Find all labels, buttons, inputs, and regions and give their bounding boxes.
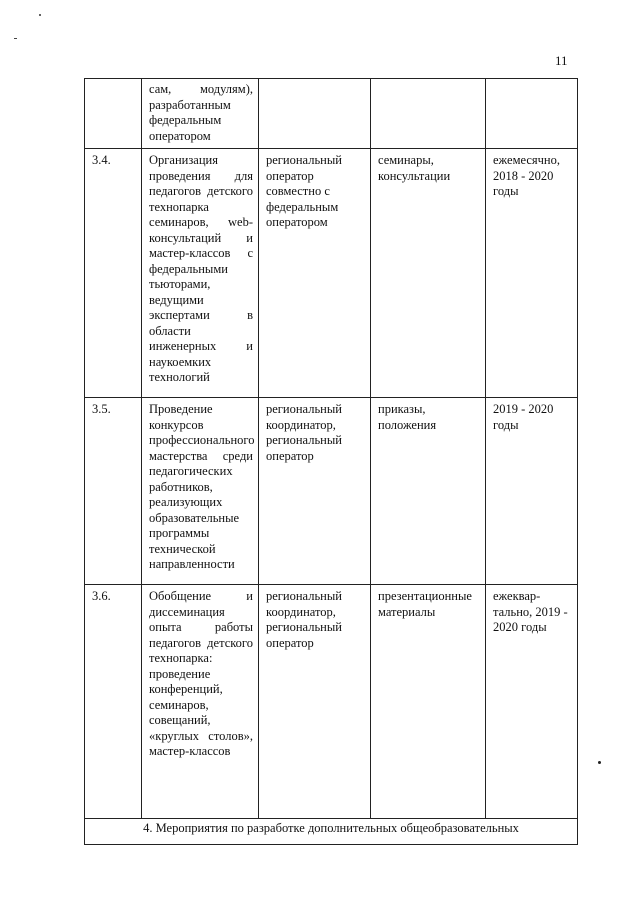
term-cell: 2019 - 2020 годы (486, 398, 578, 585)
table-row (85, 398, 578, 585)
term-cell (486, 79, 578, 149)
scan-speck (598, 761, 601, 764)
responsible-cell (259, 79, 371, 149)
row-number: 3.6. (85, 585, 142, 819)
section-heading: 4. Мероприятия по разработке дополнительных общеобразовательных (85, 819, 578, 845)
section-heading-row (85, 819, 578, 845)
responsible-cell: региональный координатор, региональный оператор (259, 585, 371, 819)
scan-speck (14, 38, 17, 39)
row-number (85, 79, 142, 149)
table-row (85, 585, 578, 819)
row-number: 3.5. (85, 398, 142, 585)
page-number: 11 (555, 53, 568, 68)
form-cell: приказы, положения (371, 398, 486, 585)
activity-cell: Обобщение и диссеминация опыта работы педагогов детского технопарка: проведение конференций, семинаров, совещаний, «круглых столов», мастер-классов (142, 585, 259, 819)
table-row (85, 79, 578, 149)
responsible-cell: региональный координатор, региональный оператор (259, 398, 371, 585)
form-cell (371, 79, 486, 149)
table-row (85, 149, 578, 398)
term-cell: ежемесячно, 2018 - 2020 годы (486, 149, 578, 398)
scan-speck (39, 14, 41, 16)
activity-cell: Проведение конкурсов профессионального мастерства среди педагогических работников, реализующих образовательные программы технической направленности (142, 398, 259, 585)
responsible-cell: региональный оператор совместно с федеральным оператором (259, 149, 371, 398)
activities-table (84, 78, 578, 845)
activity-cell: сам, модулям), разработанным федеральным оператором (142, 79, 259, 149)
form-cell: семинары, консультации (371, 149, 486, 398)
row-number: 3.4. (85, 149, 142, 398)
term-cell: ежеквар-тально, 2019 - 2020 годы (486, 585, 578, 819)
form-cell: презентационные материалы (371, 585, 486, 819)
activity-cell: Организация проведения для педагогов детского технопарка семинаров, web-консультаций и мастер-классов с федеральными тьюторами, ведущими экспертами в области инженерных и наукоемких технологий (142, 149, 259, 398)
